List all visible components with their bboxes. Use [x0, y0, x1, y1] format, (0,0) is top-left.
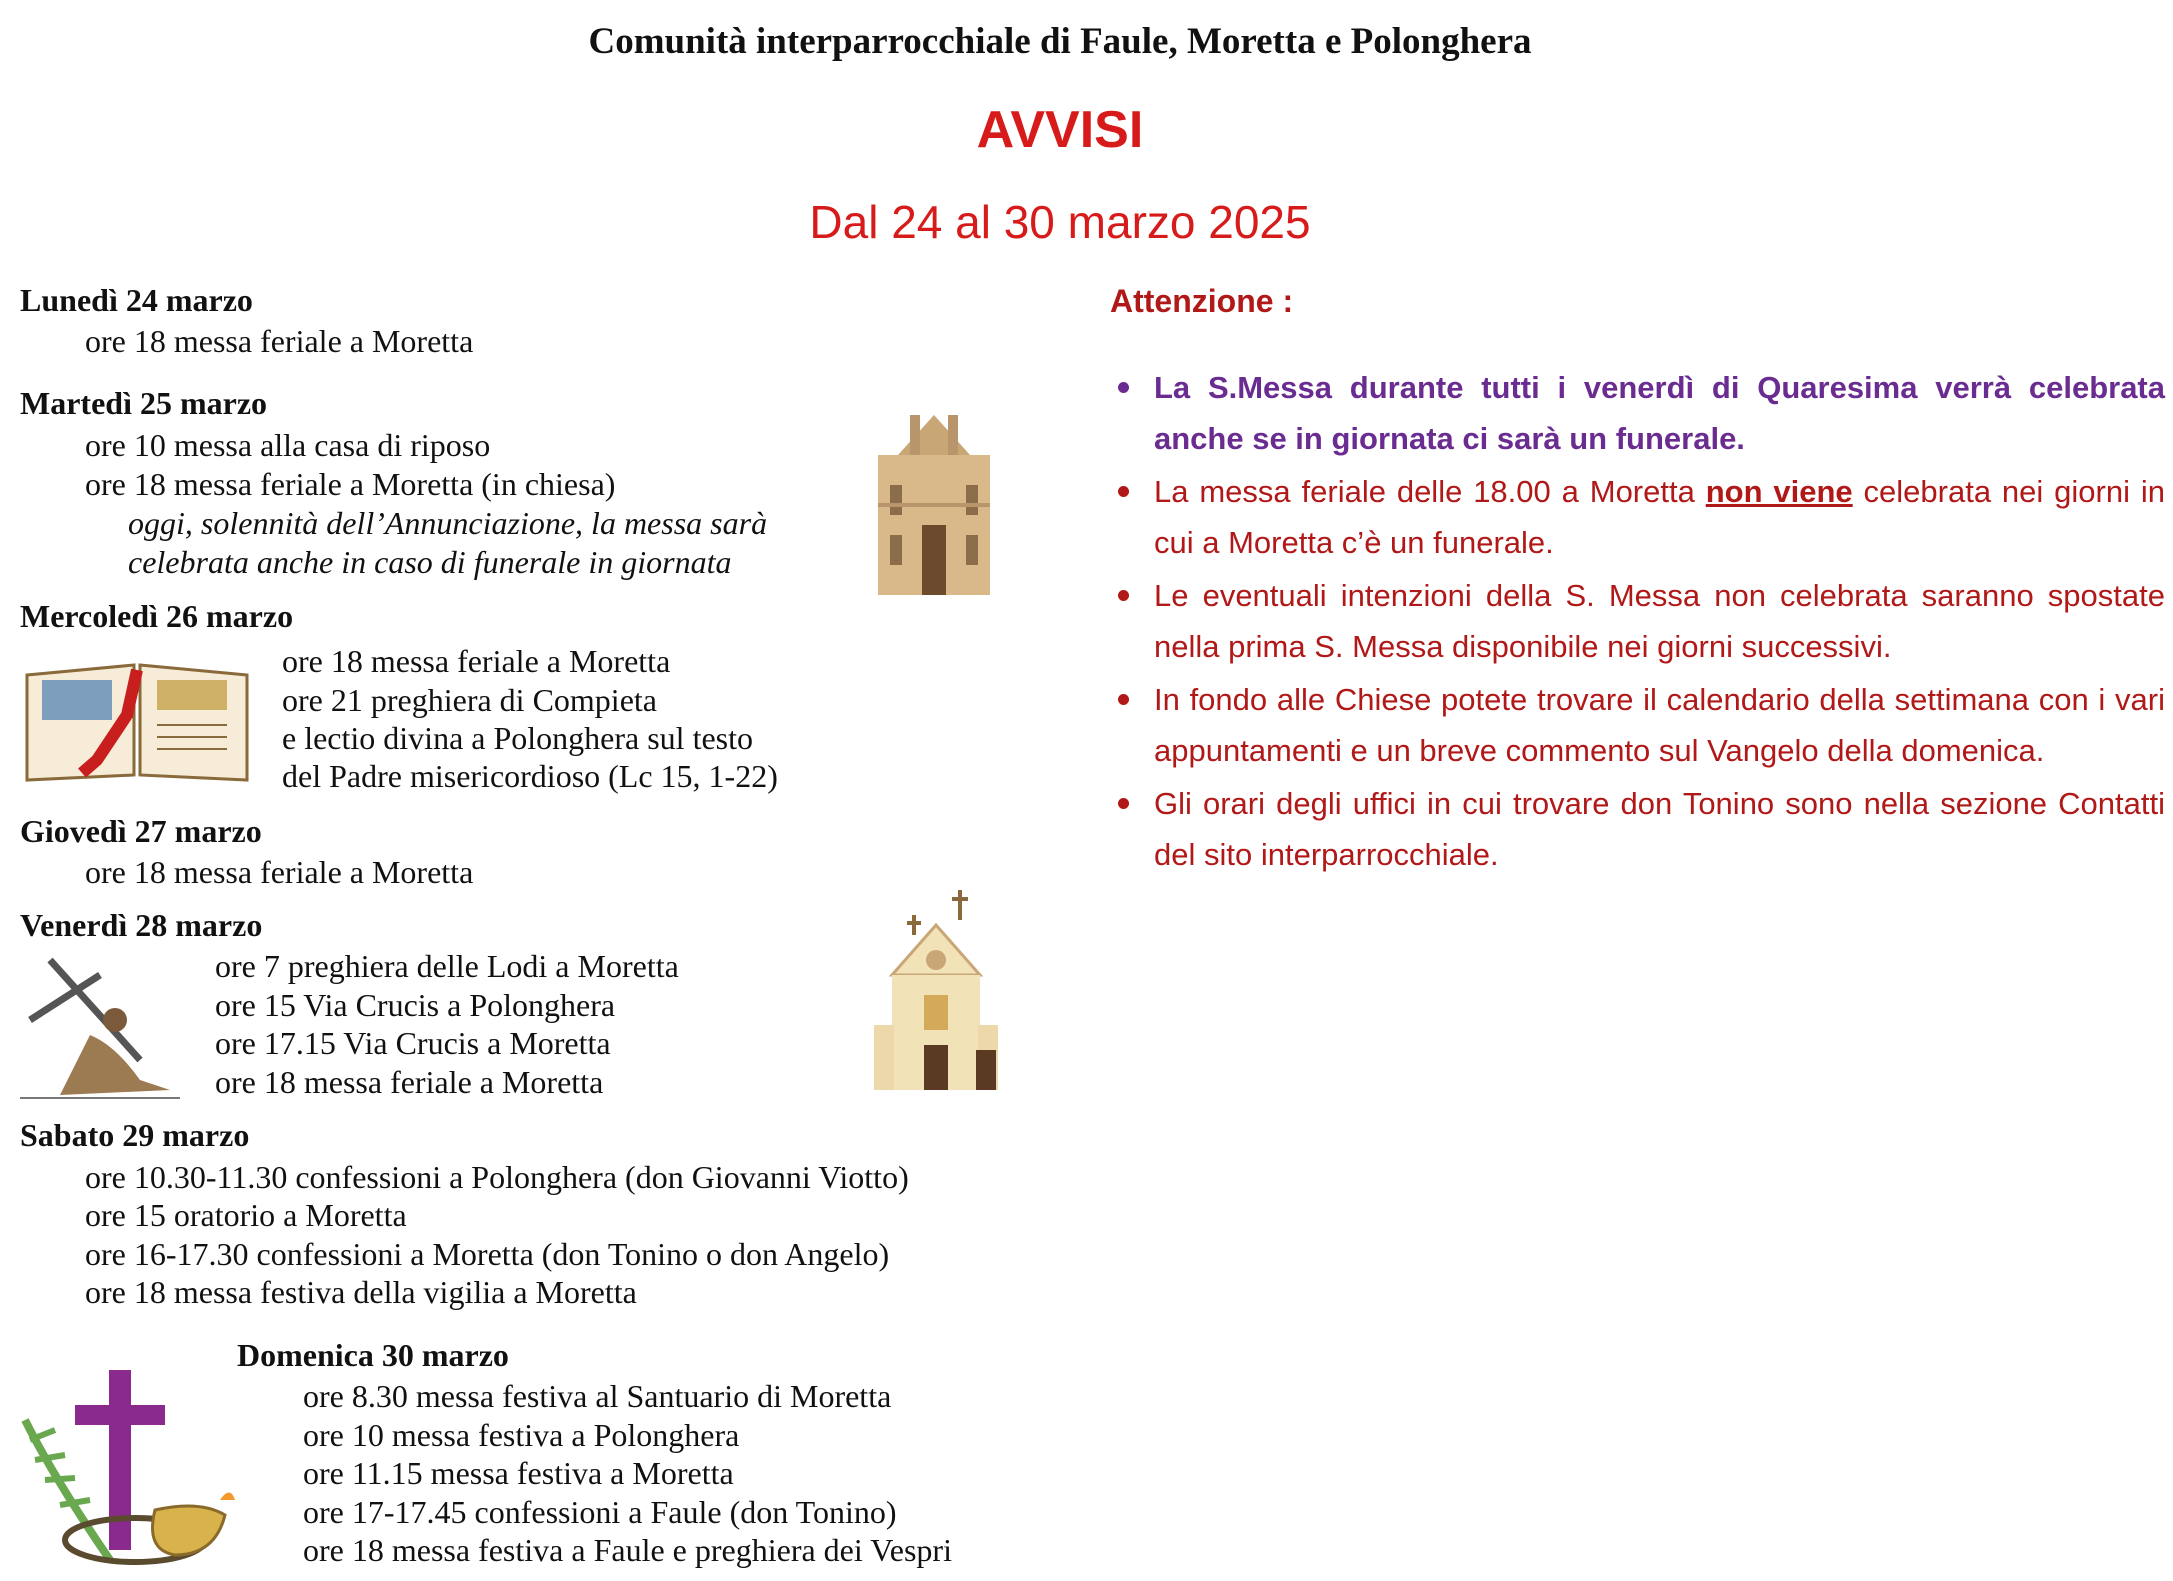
schedule-line: ore 8.30 messa festiva al Santuario di Moretta — [303, 1378, 892, 1414]
bullet-icon — [1118, 694, 1129, 705]
notice-item — [1110, 362, 2165, 464]
bullet-icon — [1118, 798, 1129, 809]
schedule-line: ore 15 oratorio a Moretta — [85, 1197, 407, 1233]
notice-item — [1110, 466, 2165, 568]
notice-item — [1110, 778, 2165, 880]
notice-heading: Attenzione : — [1110, 283, 1294, 319]
via-crucis-image — [20, 950, 180, 1105]
schedule-line: ore 15 Via Crucis a Polonghera — [215, 987, 616, 1023]
day-heading-sabato: Sabato 29 marzo — [20, 1117, 250, 1153]
schedule-line: ore 16-17.30 confessioni a Moretta (don Tonino o don Angelo) — [85, 1236, 890, 1272]
schedule-line: ore 18 messa feriale a Moretta — [215, 1064, 604, 1100]
schedule-line: ore 10.30-11.30 confessioni a Polonghera (don Giovanni Viotto) — [85, 1159, 909, 1195]
day-heading-lunedi: Lunedì 24 marzo — [20, 282, 253, 318]
notice-text: La S.Messa durante tutti i venerdì di Quaresima verrà celebrata anche se in giornata ci sarà un funerale. — [1154, 370, 2165, 456]
notice-text: In fondo alle Chiese potete trovare il calendario della settimana con i vari appuntamenti e un breve commento sul Vangelo della domenica. — [1154, 682, 2165, 768]
schedule-line: ore 18 messa feriale a Moretta — [282, 643, 671, 679]
church-image-santuario — [872, 885, 998, 1090]
schedule-line: ore 10 messa alla casa di riposo — [85, 427, 491, 463]
schedule-line: ore 7 preghiera delle Lodi a Moretta — [215, 948, 679, 984]
schedule-line: ore 18 messa feriale a Moretta (in chiesa) — [85, 466, 616, 502]
open-book-image — [22, 655, 252, 785]
notice-item — [1110, 674, 2165, 776]
schedule-line: ore 17.15 Via Crucis a Moretta — [215, 1025, 611, 1061]
schedule-line: ore 10 messa festiva a Polonghera — [303, 1417, 740, 1453]
day-heading-domenica: Domenica 30 marzo — [237, 1337, 509, 1373]
schedule-line: e lectio divina a Polonghera sul testo — [282, 720, 753, 756]
day-heading-mercoledi: Mercoledì 26 marzo — [20, 598, 294, 634]
cross-palm-image — [15, 1360, 245, 1575]
notice-emphasis: non viene — [1705, 474, 1853, 509]
schedule-note: celebrata anche in caso di funerale in giornata — [128, 544, 732, 580]
notice-item — [1110, 570, 2165, 672]
schedule-line: ore 18 messa festiva della vigilia a Moretta — [85, 1274, 637, 1310]
date-range: Dal 24 al 30 marzo 2025 — [809, 196, 1311, 248]
schedule-line: ore 18 messa festiva a Faule e preghiera dei Vespri — [303, 1532, 952, 1568]
church-image-moretta — [870, 395, 998, 595]
bullet-icon — [1118, 486, 1129, 497]
notice-text: Le eventuali intenzioni della S. Messa non celebrata saranno spostate nella prima S. Messa disponibile nei giorni successivi. — [1154, 578, 2165, 664]
schedule-line: ore 11.15 messa festiva a Moretta — [303, 1455, 734, 1491]
day-heading-venerdi: Venerdì 28 marzo — [20, 907, 263, 943]
notice-text: celebrata nei giorni in cui a Moretta c’è un funerale. — [1154, 474, 2165, 560]
schedule-line: ore 18 messa feriale a Moretta — [85, 323, 474, 359]
day-heading-martedi: Martedì 25 marzo — [20, 385, 268, 421]
schedule-line: ore 18 messa feriale a Moretta — [85, 854, 474, 890]
schedule-line: del Padre misericordioso (Lc 15, 1-22) — [282, 758, 778, 794]
notice-list — [1110, 362, 2165, 882]
bullet-icon — [1118, 590, 1129, 601]
bullet-icon — [1118, 382, 1129, 393]
notice-text: La messa feriale delle 18.00 a Moretta — [1154, 474, 1706, 509]
day-heading-giovedi: Giovedì 27 marzo — [20, 813, 262, 849]
schedule-line: ore 21 preghiera di Compieta — [282, 682, 657, 718]
schedule-note: oggi, solennità dell’Annunciazione, la messa sarà — [128, 505, 768, 541]
page-title: AVVISI — [976, 101, 1144, 159]
notice-text: Gli orari degli uffici in cui trovare don Tonino sono nella sezione Contatti del sito interparrocchiale. — [1154, 786, 2165, 872]
schedule-line: ore 17-17.45 confessioni a Faule (don Tonino) — [303, 1494, 897, 1530]
community-title: Comunità interparrocchiale di Faule, Moretta e Polonghera — [588, 21, 1532, 62]
